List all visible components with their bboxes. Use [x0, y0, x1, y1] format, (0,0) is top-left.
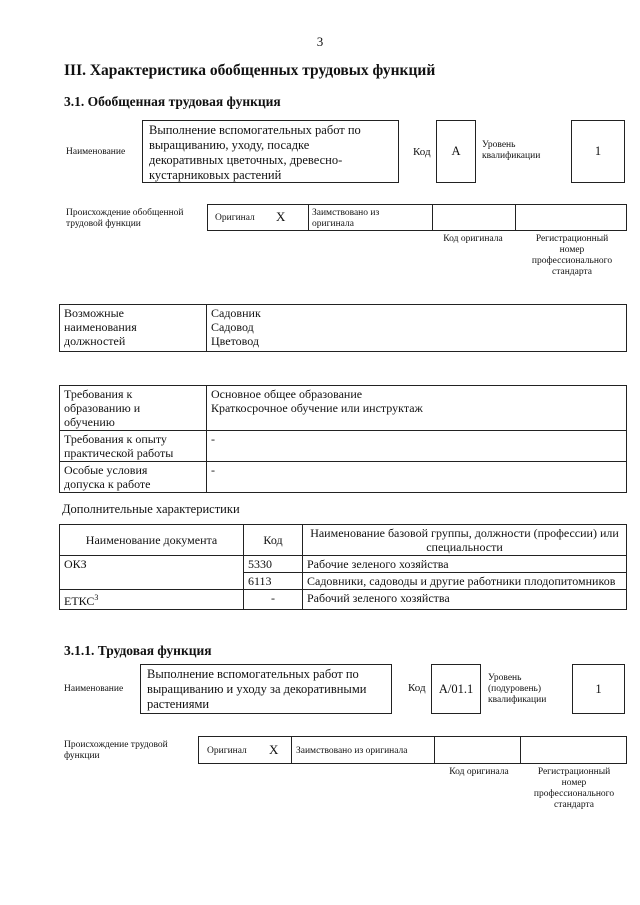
tf-name-box	[140, 664, 392, 714]
gtf-reg-caption-line: номер	[559, 245, 585, 255]
gtf-reg-caption-line: стандарта	[552, 267, 592, 277]
divider	[308, 204, 309, 231]
tf-level-label	[488, 673, 546, 706]
tf-reg-caption-line: номер	[561, 778, 587, 788]
page-number: 3	[316, 34, 324, 49]
requirement-value-line: Краткосрочное обучение или инструктаж	[211, 401, 423, 415]
table-row	[60, 590, 627, 610]
requirement-label	[60, 431, 207, 462]
gtf-reg-number-caption	[520, 234, 624, 278]
tf-heading: 3.1.1. Трудовая функция	[64, 643, 212, 658]
tf-reg-number-caption	[522, 767, 626, 811]
gtf-level-label-line: квалификации	[482, 151, 541, 161]
divider	[515, 204, 516, 231]
etks-footnote-mark: 3	[94, 593, 99, 602]
table-row	[60, 556, 627, 573]
requirements-row	[60, 386, 627, 431]
header-doc-name: Наименование документа	[60, 525, 244, 556]
tf-name-line: растениями	[147, 697, 210, 711]
positions-label-line: Возможные	[64, 306, 124, 320]
etks-doc-text: ЕТКС	[64, 594, 95, 608]
gtf-code-label: Код	[413, 146, 431, 158]
gtf-origin-label	[66, 208, 184, 230]
gtf-name-box	[142, 120, 399, 183]
etks-code: -	[244, 590, 303, 610]
requirement-label-line: образованию и	[64, 401, 141, 415]
okz-name: Садовники, садоводы и другие работники плодопитомников	[303, 573, 627, 590]
gtf-level-label	[482, 140, 540, 162]
gtf-origin-label-line: трудовой функции	[66, 219, 141, 229]
tf-code-original-caption: Код оригинала	[449, 767, 509, 777]
divider	[434, 736, 435, 764]
gtf-borrowed-line: Заимствовано из	[312, 208, 380, 218]
positions-label-line: наименования	[64, 320, 137, 334]
requirement-label-line: Требования к опыту	[64, 432, 167, 446]
requirement-value	[207, 462, 627, 493]
gtf-code-original-caption: Код оригинала	[443, 234, 503, 244]
tf-origin-table	[198, 736, 627, 764]
gtf-reg-caption-line: Регистрационный	[535, 234, 609, 244]
tf-code-value: А/01.1	[431, 664, 481, 714]
additional-table	[59, 524, 627, 610]
gtf-heading: 3.1. Обобщенная трудовая функция	[64, 94, 281, 109]
requirement-value	[207, 386, 627, 431]
tf-name-line: Выполнение вспомогательных работ по	[147, 667, 359, 681]
gtf-code-value: А	[436, 120, 476, 183]
requirement-label	[60, 462, 207, 493]
tf-origin-label-line: функции	[64, 751, 100, 761]
etks-doc	[60, 590, 244, 610]
additional-header-row	[60, 525, 627, 556]
requirement-label-line: обучению	[64, 415, 115, 429]
requirement-label-line: допуска к работе	[64, 477, 151, 491]
tf-level-value: 1	[572, 664, 625, 714]
tf-name-line: выращиванию и уходу за декоративными	[147, 682, 367, 696]
tf-reg-caption-line: Регистрационный	[537, 767, 611, 777]
requirement-value-line: -	[211, 463, 215, 477]
gtf-borrowed-label	[312, 208, 379, 230]
tf-original-label: Оригинал	[207, 746, 247, 756]
okz-code: 6113	[244, 573, 303, 590]
requirement-label-line: Особые условия	[64, 463, 148, 477]
additional-title: Дополнительные характеристики	[62, 502, 240, 516]
requirement-value	[207, 431, 627, 462]
gtf-original-mark: X	[276, 209, 286, 224]
positions-label-line: должностей	[64, 334, 126, 348]
gtf-name-line: кустарниковых растений	[149, 168, 282, 182]
gtf-level-value: 1	[571, 120, 625, 183]
gtf-name-line: декоративных цветочных, древесно-	[149, 153, 343, 167]
gtf-origin-label-line: Происхождение обобщенной	[66, 208, 184, 218]
divider	[291, 736, 292, 764]
divider	[432, 204, 433, 231]
header-group-name: Наименование базовой группы, должности (профессии) или специальности	[303, 525, 627, 556]
requirements-table	[59, 385, 627, 493]
tf-borrowed-label: Заимствовано из оригинала	[296, 746, 408, 756]
okz-code: 5330	[244, 556, 303, 573]
tf-origin-label-line: Происхождение трудовой	[64, 740, 168, 750]
tf-code-label: Код	[408, 682, 426, 694]
tf-level-label-line: Уровень	[488, 673, 522, 683]
tf-reg-caption-line: профессионального	[533, 789, 615, 799]
okz-name: Рабочие зеленого хозяйства	[303, 556, 627, 573]
section-title: III. Характеристика обобщенных трудовых функций	[64, 62, 436, 79]
gtf-level-label-line: Уровень	[482, 140, 516, 150]
tf-original-mark: X	[269, 742, 279, 757]
requirement-label	[60, 386, 207, 431]
divider	[520, 736, 521, 764]
position-item: Садовник	[211, 306, 261, 320]
gtf-name-label: Наименование	[66, 147, 126, 157]
tf-reg-caption-line: стандарта	[554, 800, 594, 810]
position-item: Садовод	[211, 320, 254, 334]
gtf-name-line: выращиванию, уходу, посадке	[149, 138, 310, 152]
tf-level-label-line: квалификации	[488, 695, 547, 705]
requirements-row	[60, 431, 627, 462]
tf-level-label-line: (подуровень)	[488, 684, 542, 694]
requirement-label-line: Требования к	[64, 387, 133, 401]
gtf-name-line: Выполнение вспомогательных работ по	[149, 123, 361, 137]
requirements-row	[60, 462, 627, 493]
gtf-original-label: Оригинал	[215, 213, 255, 223]
position-item: Цветовод	[211, 334, 260, 348]
requirement-value-line: Основное общее образование	[211, 387, 363, 401]
gtf-reg-caption-line: профессионального	[531, 256, 613, 266]
tf-origin-label	[64, 740, 168, 762]
positions-table	[59, 304, 627, 352]
etks-name: Рабочий зеленого хозяйства	[303, 590, 627, 610]
okz-doc: ОКЗ	[60, 556, 244, 590]
header-code: Код	[244, 525, 303, 556]
requirement-label-line: практической работы	[64, 446, 174, 460]
gtf-origin-table	[207, 204, 627, 231]
positions-label	[60, 305, 207, 352]
requirement-value-line: -	[211, 432, 215, 446]
tf-name-label: Наименование	[64, 684, 124, 694]
positions-values	[207, 305, 627, 352]
gtf-borrowed-line: оригинала	[312, 219, 354, 229]
